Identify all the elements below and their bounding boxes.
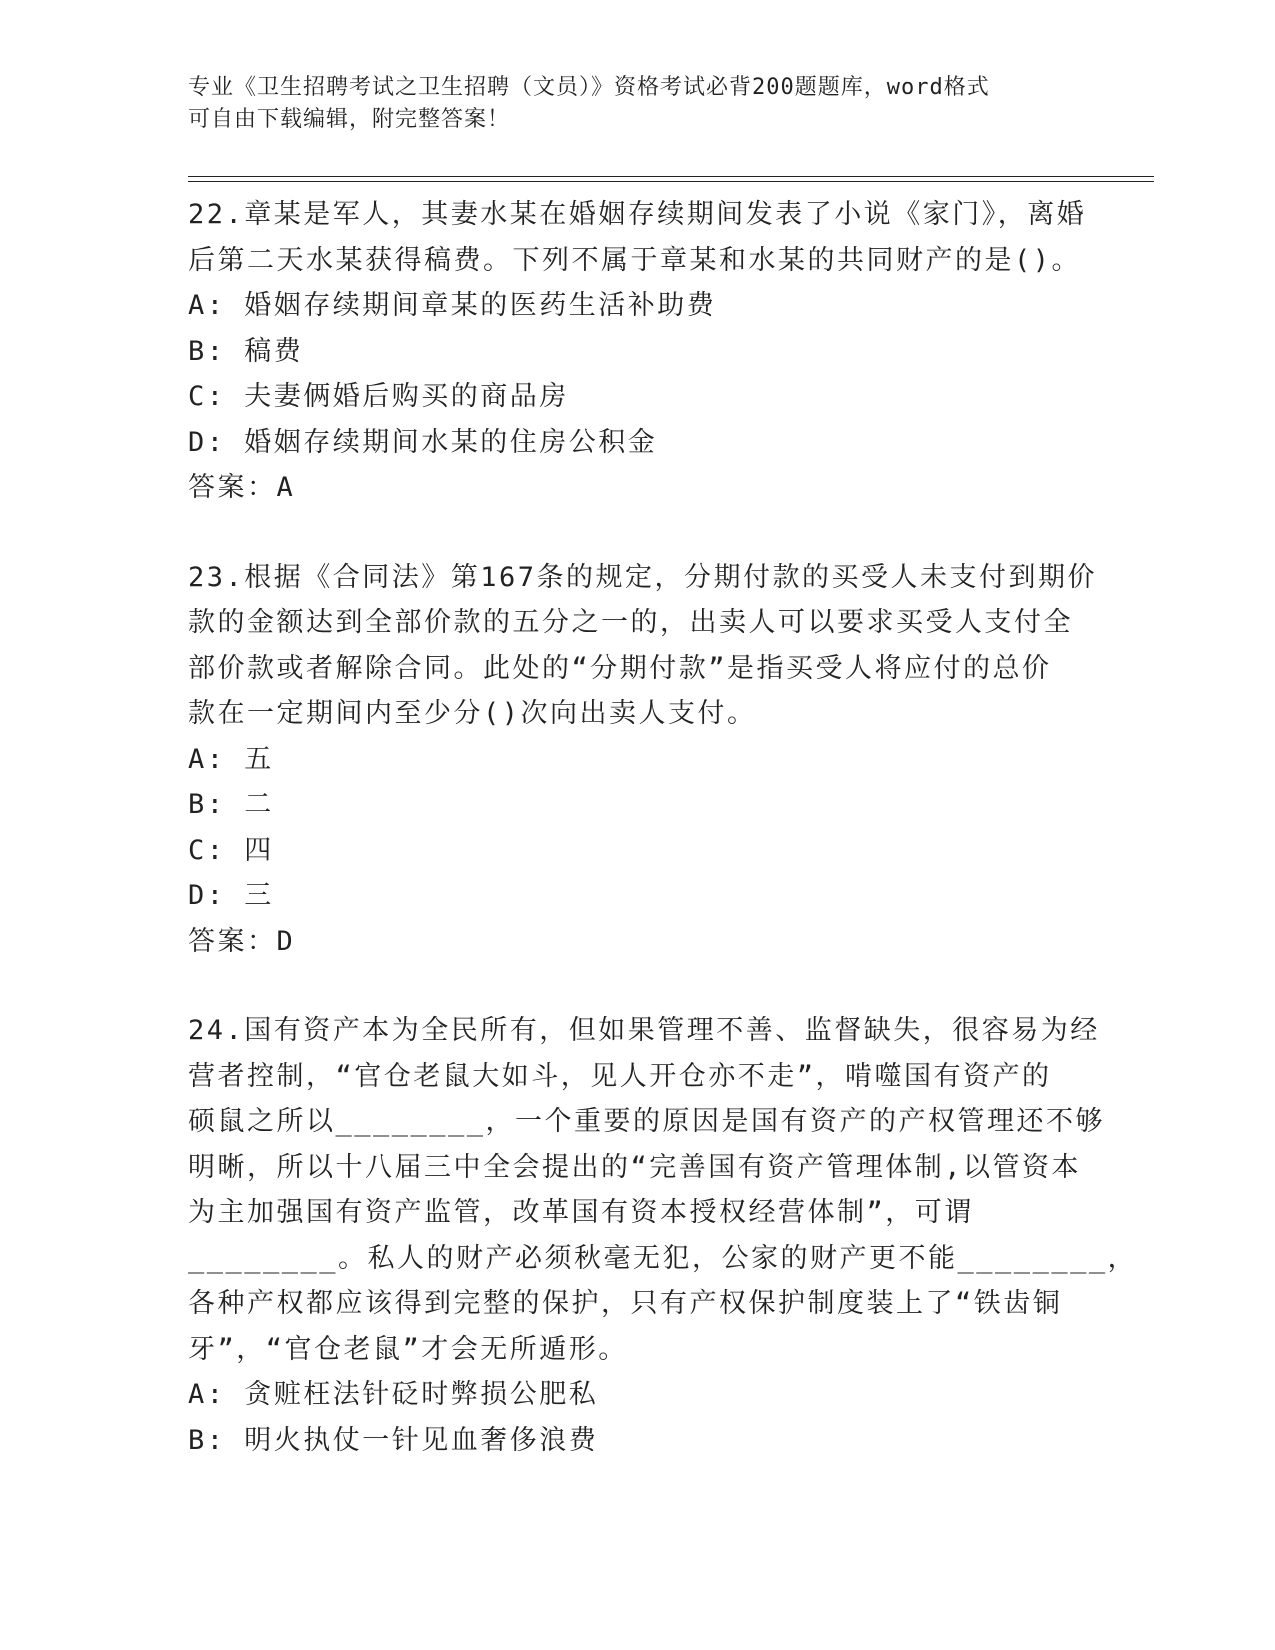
option-a: A: 五 xyxy=(188,743,274,775)
option-b: B: 稿费 xyxy=(188,335,304,367)
answer-line: 答案：D xyxy=(188,925,296,957)
header-rule-bottom xyxy=(188,181,1154,182)
question-spacer xyxy=(188,964,1088,1008)
question-stem-line: 硕鼠之所以________，一个重要的原因是国有资产的产权管理还不够 xyxy=(188,1106,1106,1137)
option-d: D: 婚姻存续期间水某的住房公积金 xyxy=(188,426,658,458)
question-stem-line: 明晰，所以十八届三中全会提出的“完善国有资产管理体制,以管资本 xyxy=(188,1151,1082,1183)
question-22 xyxy=(188,192,1088,511)
question-24 xyxy=(188,1008,1138,1463)
question-stem-line: 款的金额达到全部价款的五分之一的，出卖人可以要求买受人支付全 xyxy=(188,607,1073,638)
header-line: 专业《卫生招聘考试之卫生招聘（文员）》资格考试必背200题题库，word格式 xyxy=(188,75,990,100)
question-stem-line: 24.国有资产本为全民所有，但如果管理不善、监督缺失，很容易为经 xyxy=(188,1015,1100,1046)
option-a: A: 婚姻存续期间章某的医药生活补助费 xyxy=(188,290,717,321)
question-stem-line: 各种产权都应该得到完整的保护，只有产权保护制度装上了“铁齿铜 xyxy=(188,1288,1063,1319)
option-a: A: 贪赃枉法针砭时弊损公肥私 xyxy=(188,1379,599,1410)
option-b: B: 明火执仗一针见血奢侈浪费 xyxy=(188,1424,599,1456)
answer-line: 答案：A xyxy=(188,472,296,503)
question-stem-line: 部价款或者解除合同。此处的“分期付款”是指买受人将应付的总价 xyxy=(188,652,1052,684)
question-stem-line: 营者控制，“官仓老鼠大如斗，见人开仓亦不走”，啃噬国有资产的 xyxy=(188,1060,1052,1092)
question-spacer xyxy=(188,511,1088,555)
question-stem-line: 后第二天水某获得稿费。下列不属于章某和水某的共同财产的是()。 xyxy=(188,244,1082,276)
document-header xyxy=(188,72,1088,136)
question-stem-line: 22.章某是军人，其妻水某在婚姻存续期间发表了小说《家门》，离婚 xyxy=(188,199,1087,230)
question-stem-line: 为主加强国有资产监管，改革国有资本授权经营体制”，可谓 xyxy=(188,1197,974,1228)
option-d: D: 三 xyxy=(188,880,274,911)
question-stem-line: ________。私人的财产必须秋毫无犯，公家的财产更不能________， xyxy=(188,1242,1138,1274)
header-line: 可自由下载编辑，附完整答案！ xyxy=(188,107,511,132)
question-stem-line: 牙”，“官仓老鼠”才会无所遁形。 xyxy=(188,1333,628,1365)
header-rule-top xyxy=(188,176,1154,177)
question-stem-line: 23.根据《合同法》第167条的规定，分期付款的买受人未支付到期价 xyxy=(188,561,1098,593)
option-b: B: 二 xyxy=(188,789,274,820)
question-23 xyxy=(188,555,1098,965)
option-c: C: 夫妻俩婚后购买的商品房 xyxy=(188,381,569,412)
question-stem-line: 款在一定期间内至少分()次向出卖人支付。 xyxy=(188,698,757,729)
question-list xyxy=(188,192,1138,1463)
option-c: C: 四 xyxy=(188,834,274,866)
